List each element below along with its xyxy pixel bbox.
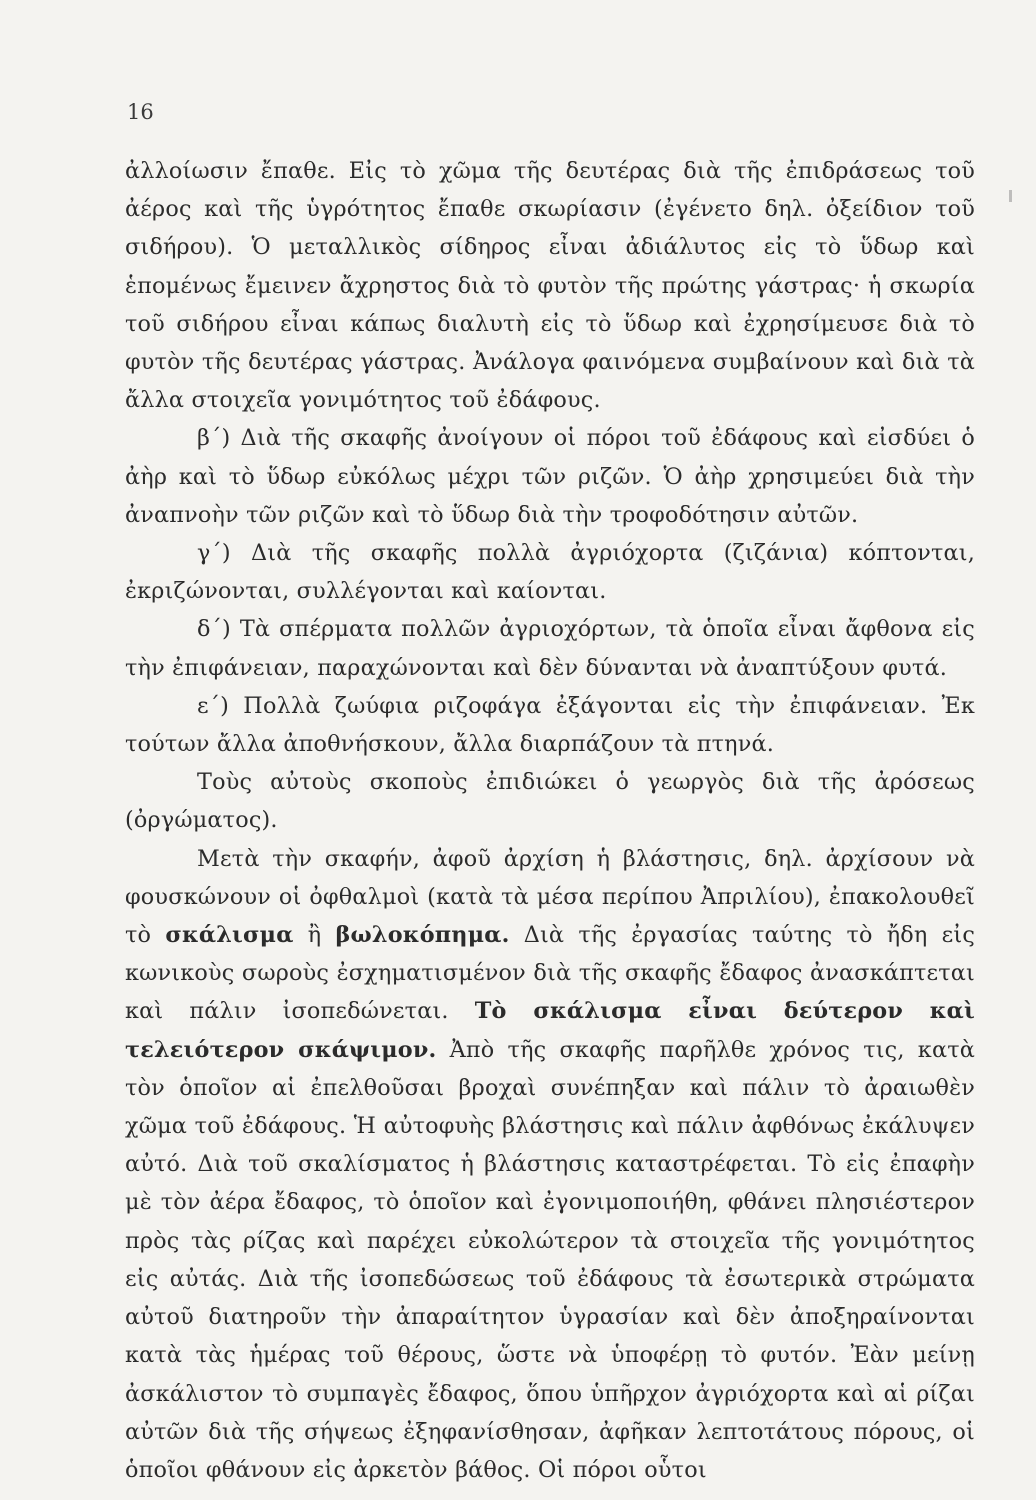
text-segment: Ἀπὸ τῆς σκαφῆς παρῆλθε χρόνος τις, κατὰ τὸν ὁποῖον αἱ ἐπελθοῦσαι βροχαὶ συνέπηξαν καὶ πάλιν τὸ ἀραιωθὲν χῶμα τοῦ ἐδάφους. Ἡ αὐτοφυὴς βλάστησις καὶ πάλιν ἀφθόνως ἐκάλυψεν αὐτό. Διὰ τοῦ σκαλίσματος ἡ βλάστησις καταστρέφεται. Τὸ εἰς ἐπαφὴν μὲ τὸν ἀέρα ἔδαφος, τὸ ὁποῖον καὶ ἐγονιμοποιήθη, φθάνει πλησιέστερον πρὸς τὰς ρίζας καὶ παρέχει εὐκολώτερον τὰ στοιχεῖα τῆς γονιμότητος εἰς αὐτάς. Διὰ τῆς ἰσοπεδώσεως τοῦ ἐδάφους τὰ ἐσωτερικὰ στρώματα αὐτοῦ διατηροῦν τὴν ἀπαραίτητον ὑγρασίαν καὶ δὲν ἀποξηραίνονται κατὰ τὰς ἡμέρας τοῦ θέρους, ὥστε νὰ ὑποφέρῃ τὸ φυτόν. Ἐὰν μείνῃ ἀσκάλιστον τὸ συμπαγὲς ἔδαφος, ὅπου ὑπῆρχον ἀγριόχορτα καὶ αἱ ρίζαι αὐτῶν διὰ τῆς σήψεως ἐξηφανίσθησαν, ἀφῆκαν λεπτοτάτους πόρους, οἱ ὁποῖοι φθάνουν εἰς ἀρκετὸν βάθος. Οἱ πόροι οὗτοι [125,1036,975,1483]
text-segment: Τοὺς αὐτοὺς σκοποὺς ἐπιδιώκει ὁ γεωργὸς διὰ τῆς ἀρόσεως (ὀργώματος). [125,769,975,834]
text-segment: ἀλλοίωσιν ἔπαθε. Εἰς τὸ χῶμα τῆς δευτέρας διὰ τῆς ἐπιδράσεως τοῦ ἀέρος καὶ τῆς ὑγρότητος ἔπαθε σκωρίασιν (ἐγένετο δηλ. ὀξείδιον τοῦ σιδήρου). Ὁ μεταλλικὸς σίδηρος εἶναι ἀδιάλυτος εἰς τὸ ὕδωρ καὶ ἑπομένως ἔμεινεν ἄχρηστος διὰ τὸ φυτὸν τῆς πρώτης γάστρας· ἡ σκωρία τοῦ σιδήρου εἶναι κάπως διαλυτὴ εἰς τὸ ὕδωρ καὶ ἐχρησίμευσε διὰ τὸ φυτὸν τῆς δευτέρας γάστρας. Ἀνάλογα φαινόμενα συμβαίνουν καὶ διὰ τὰ ἄλλα στοιχεῖα γονιμότητος τοῦ ἐδάφους. [125,158,975,414]
bold-term: βωλοκόπημα. [335,922,510,949]
paragraph [125,840,975,1489]
paragraph [125,419,975,534]
body-text [125,152,975,1489]
paragraph [125,534,975,610]
margin-mark [1009,190,1012,202]
text-segment: Μετὰ τὴν σκαφήν, ἀφοῦ ἀρχίση ἡ βλάστησις, δηλ. ἀρχίσουν νὰ φουσκώνουν οἱ ὀφθαλμοὶ (κατὰ τὰ μέσα περίπου Ἀπριλίου), ἐπακολουθεῖ τὸ [125,845,975,949]
paragraph [125,152,975,419]
paragraph [125,763,975,839]
text-segment: β΄) Διὰ τῆς σκαφῆς ἀνοίγουν οἱ πόροι τοῦ ἐδάφους καὶ εἰσδύει ὁ ἀὴρ καὶ τὸ ὕδωρ εὐκόλως μέχρι τῶν ριζῶν. Ὁ ἀὴρ χρησιμεύει διὰ τὴν ἀναπνοὴν τῶν ριζῶν καὶ τὸ ὕδωρ διὰ τὴν τροφοδότησιν αὐτῶν. [125,425,975,528]
text-segment: ε΄) Πολλὰ ζωύφια ριζοφάγα ἐξάγονται εἰς τὴν ἐπιφάνειαν. Ἐκ τούτων ἄλλα ἀποθνήσκουν, ἄλλα διαρπάζουν τὰ πτηνά. [125,692,975,758]
text-segment: Διὰ τῆς ἐργασίας ταύτης τὸ ἤδη εἰς κωνικοὺς σωροὺς ἐσχηματισμένον διὰ τῆς σκαφῆς ἔδαφος ἀνασκάπτεται καὶ πάλιν ἰσοπεδώνεται. [125,922,976,1025]
paragraph [125,610,975,686]
page-number: 16 [127,100,154,124]
bold-term: σκάλισμα [165,922,294,949]
paragraph [125,687,975,763]
text-segment: ἢ [293,922,336,949]
text-segment: γ΄) Διὰ τῆς σκαφῆς πολλὰ ἀγριόχορτα (ζιζάνια) κόπτονται, ἐκριζώνονται, συλλέγονται καὶ καίονται. [125,540,975,605]
bold-statement: Τὸ σκάλισμα εἶναι δεύτερον καὶ τελειότερον σκάψιμον. [125,998,975,1063]
text-segment: δ΄) Τὰ σπέρματα πολλῶν ἀγριοχόρτων, τὰ ὁποῖα εἶναι ἄφθονα εἰς τὴν ἐπιφάνειαν, παραχώνονται καὶ δὲν δύνανται νὰ ἀναπτύξουν φυτά. [125,616,975,681]
